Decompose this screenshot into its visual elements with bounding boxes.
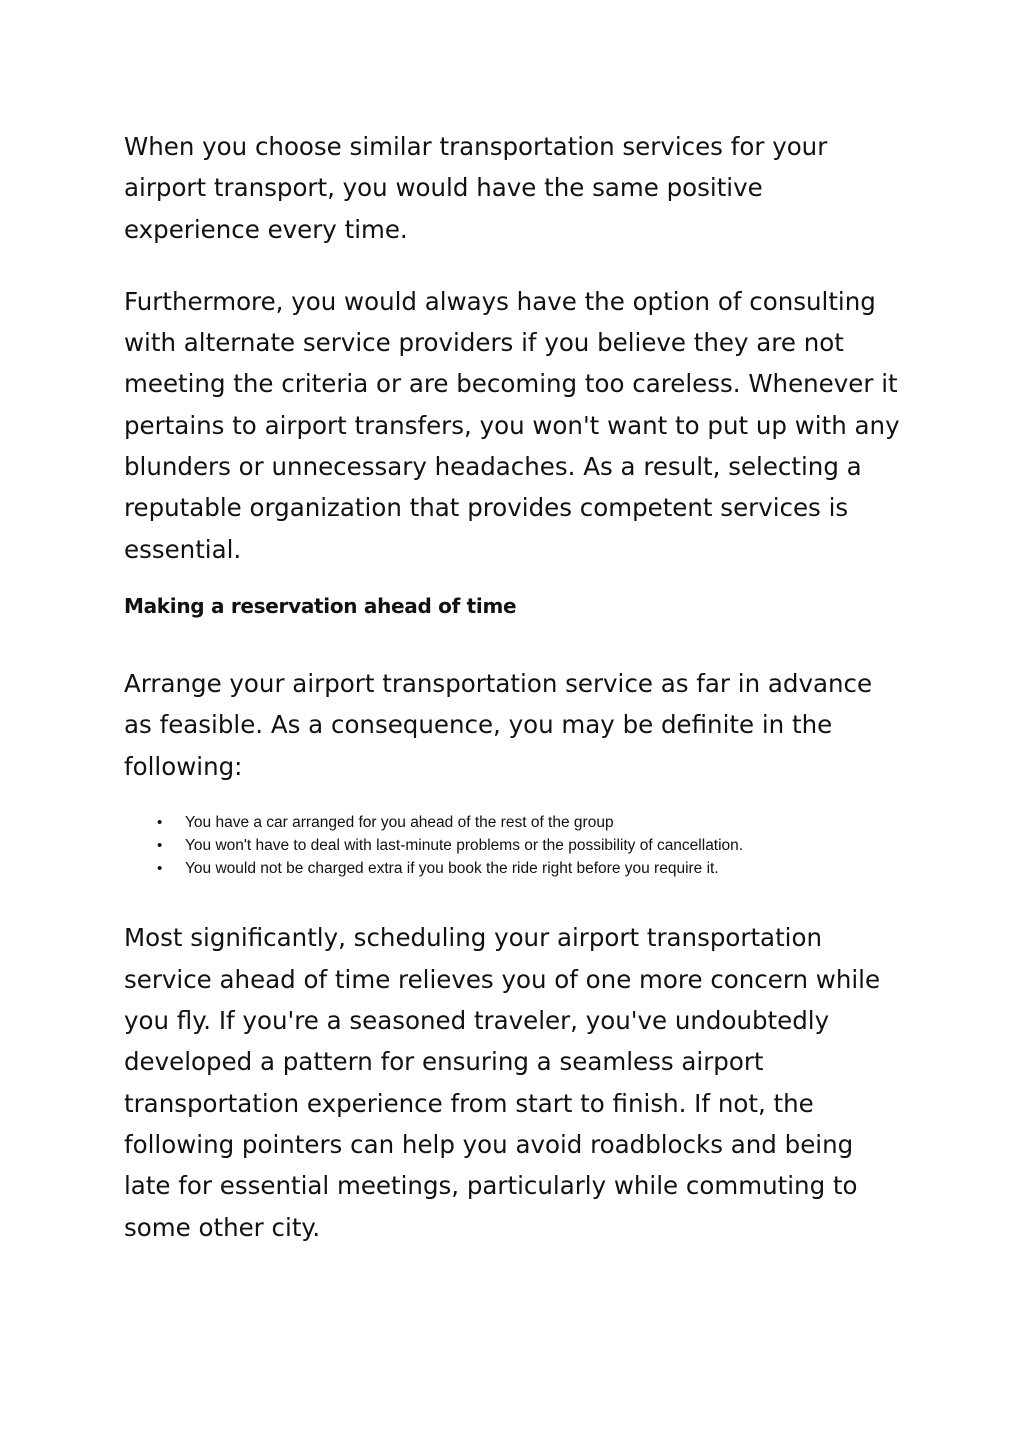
list-item-text: You have a car arranged for you ahead of the rest of the group	[185, 813, 614, 831]
list-item	[124, 834, 904, 857]
list-item-text: You won't have to deal with last-minute problems or the possibility of cancellation.	[185, 837, 744, 855]
list-item-text: You would not be charged extra if you book the ride right before you require it.	[185, 860, 719, 878]
section-heading: Making a reservation ahead of time	[124, 593, 517, 618]
list-item	[124, 811, 904, 834]
paragraph-arrange-advance: Arrange your airport transportation service as far in advance as feasible. As a consequence, you may be definite in the following:	[124, 668, 873, 781]
document-page	[124, 126, 904, 1248]
paragraph-scheduling-benefits: Most significantly, scheduling your airport transportation service ahead of time relieves you of one more concern while you fly. If you're a seasoned traveler, you've undoubtedly developed a pattern for ensuring a seamless airport transportation experience from start to finish. If not, the following pointers can help you avoid roadblocks and being late for essential meetings, particularly while commuting to some other city.	[124, 923, 881, 1242]
bullet-icon: •	[157, 837, 163, 855]
list-item	[124, 857, 904, 880]
bullet-icon: •	[157, 860, 163, 878]
paragraph-consistency: When you choose similar transportation services for your airport transport, you would have the same positive experience every time.	[124, 132, 828, 244]
bullet-list	[124, 811, 904, 881]
paragraph-alternate-providers: Furthermore, you would always have the option of consulting with alternate service providers if you believe they are not meeting the criteria or are becoming too careless. Whenever it pertains to airport transfers, you won't want to put up with any blunders or unnecessary headaches. As a result, selecting a reputable organization that provides competent services is essential.	[124, 286, 900, 564]
bullet-icon: •	[157, 813, 163, 831]
